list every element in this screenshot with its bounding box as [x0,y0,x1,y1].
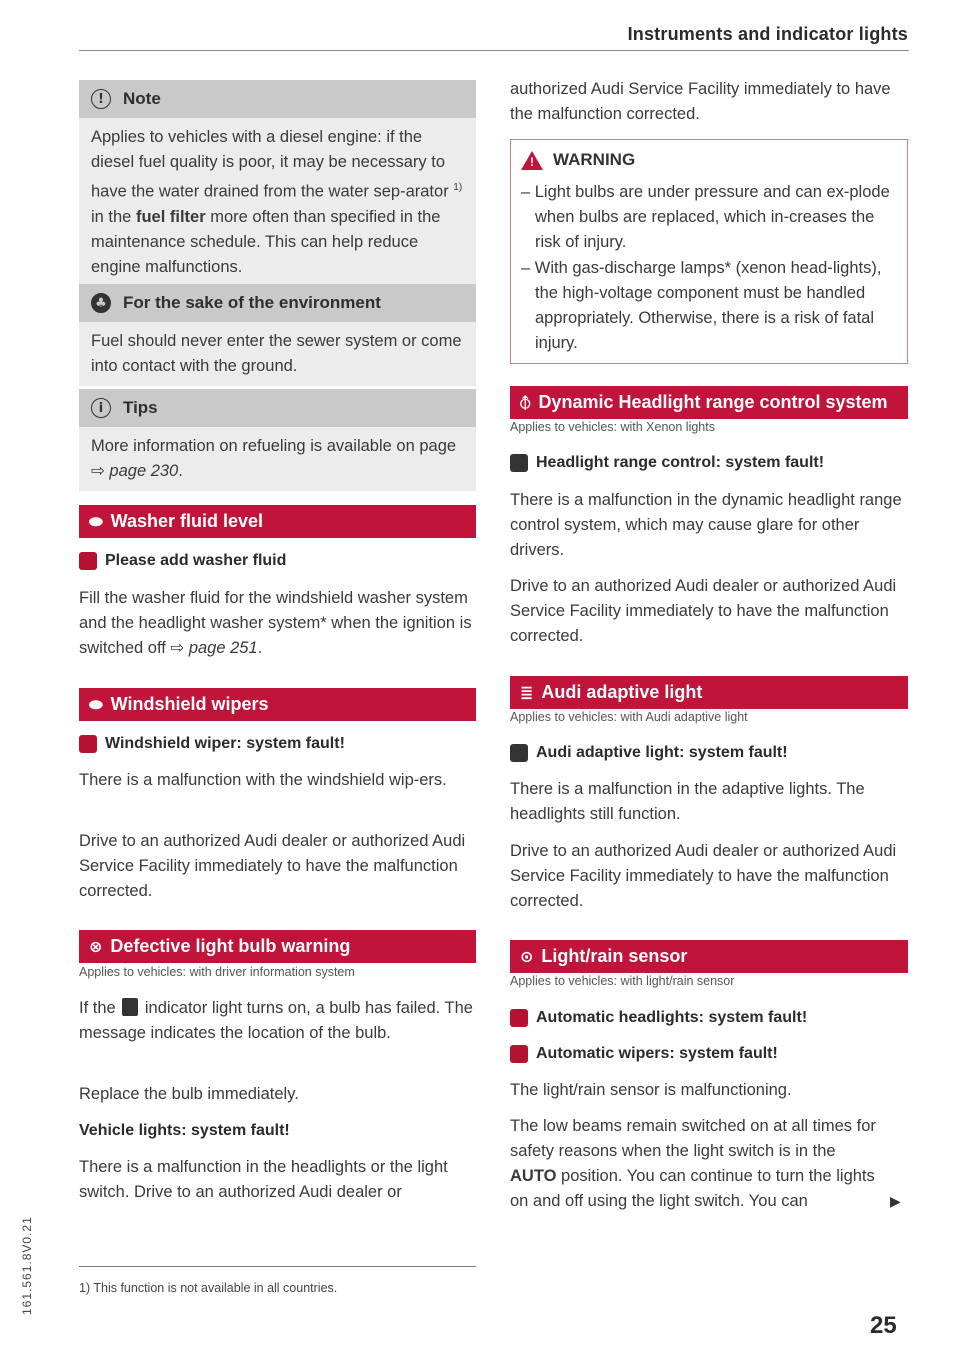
adaptive-heading [510,676,908,709]
bulb-warning-icon: ⊗ [89,937,103,956]
environment-body: Fuel should never enter the sewer system or come into contact with the ground. [79,322,476,386]
dynamic-text-1: There is a malfunction in the dynamic headlight range control system, which may cause glare for other drivers. [510,491,902,559]
bulb-indicator-icon [122,998,138,1016]
adaptive-applies: Applies to vehicles: with Audi adaptive light [510,710,748,724]
header-rule [79,50,909,51]
washer-text-end: . [257,639,263,657]
bulb-text-2: Replace the bulb immediately. [79,1085,299,1103]
environment-title: For the sake of the environment [123,293,381,312]
adaptive-text-1: There is a malfunction in the adaptive lights. The headlights still function. [510,780,865,823]
wipers-title: Windshield wipers [110,694,269,714]
note-box [79,80,476,287]
adaptive-title: Audi adaptive light [541,682,703,702]
auto-headlights-indicator-icon [510,1009,528,1027]
auto-headlights-subheading [510,1009,807,1027]
note-title: Note [123,89,161,108]
bulb-text-1b: indicator light turns on, a bulb has failed. The message indicates the location of the bulb. [79,999,473,1042]
dynamic-subheading [510,454,824,472]
adaptive-sub-title: Audi adaptive light: system fault! [536,744,788,761]
note-body [79,118,476,287]
exclamation-icon: ! [91,89,111,109]
page-number: 25 [870,1312,897,1339]
note-text-c: more often than specified in the maintenance schedule. This can help reduce engine malfunctions. [91,207,441,276]
warning-triangle-icon: ! [521,151,543,170]
washer-subheading [79,552,286,570]
headlight-range-icon: ⦽ [520,392,531,412]
note-text: Applies to vehicles with a diesel engine: if the diesel fuel quality is poor, it may be necessary to have the water drained from the water sep-arator [91,128,454,201]
light-rain-sensor-icon: ⊙ [520,947,534,966]
lightrain-sub-title-2: Automatic wipers: system fault! [536,1045,778,1062]
washer-page-link[interactable]: ⇨ page 251 [170,639,258,657]
lightrain-title: Light/rain sensor [541,946,688,966]
wiper-icon: ⬬ [89,694,103,714]
wiper-indicator-icon [79,735,97,753]
dynamic-applies: Applies to vehicles: with Xenon lights [510,420,715,434]
bulb-text-1a: If the [79,999,121,1017]
running-head: Instruments and indicator lights [627,24,908,44]
adaptive-indicator-icon [510,744,528,762]
headlight-range-indicator-icon [510,454,528,472]
note-text-b: in the [91,207,136,226]
warning-header [511,140,907,180]
wipers-text-1: There is a malfunction with the windshield wip-ers. [79,771,447,789]
tips-text-end: . [178,462,183,480]
lightrain-sub-title-1: Automatic headlights: system fault! [536,1009,808,1026]
wipers-subheading [79,735,345,753]
auto-wipers-subheading [510,1045,778,1063]
warning-box [510,139,908,364]
warning-item-2: – With gas-discharge lamps* (xenon head-lights), the high-voltage component must be handled appropriately. Otherwise, there is a risk of fatal injury. [521,259,882,352]
environment-box [79,284,476,386]
adaptive-subheading [510,744,788,762]
wipers-heading [79,688,476,721]
washer-sub-title: Please add washer fluid [105,552,287,569]
lightrain-text-2 [510,1114,886,1214]
note-header [79,80,476,118]
bulb-applies: Applies to vehicles: with driver information system [79,965,355,979]
bulb-title: Defective light bulb warning [110,936,351,956]
info-icon: i [91,398,111,418]
lightrain-auto-bold: AUTO [510,1167,557,1185]
bulb-text-3: There is a malfunction in the headlights or the light switch. Drive to an authorized Audi dealer or [79,1158,448,1201]
warning-item-1: – Light bulbs are under pressure and can ex-plode when bulbs are replaced, which in-creases the risk of injury. [521,183,890,251]
tips-header [79,389,476,427]
bulb-text-1 [79,996,476,1046]
tips-body [79,427,476,491]
tips-page-link[interactable]: ⇨ page 230 [91,462,179,480]
footnote-ref: 1) [453,182,463,193]
footnote-rule [79,1266,476,1267]
washer-text [79,586,476,661]
lightrain-text-2b: position. You can continue to turn the lights on and off using the light switch. You can [510,1167,875,1210]
lightrain-text-2a: The low beams remain switched on at all times for safety reasons when the light switch is in the [510,1117,876,1160]
adaptive-light-icon: ≣ [520,683,534,702]
environment-icon: ♣ [91,293,111,313]
adaptive-text-2: Drive to an authorized Audi dealer or authorized Audi Service Facility immediately to have the malfunction corrected. [510,842,897,910]
document-code: 161.561.8V0.21 [20,1216,34,1315]
dynamic-text-2: Drive to an authorized Audi dealer or authorized Audi Service Facility immediately to have the malfunction corrected. [510,577,897,645]
lightrain-heading [510,940,908,973]
right-intro-text: authorized Audi Service Facility immediately to have the malfunction corrected. [510,80,891,123]
footnote: 1) This function is not available in all countries. [79,1281,338,1295]
washer-title: Washer fluid level [110,511,264,531]
washer-text-a: Fill the washer fluid for the windshield washer system and the headlight washer system* when the ignition is switched off [79,589,472,657]
bulb-heading [79,930,476,963]
environment-header [79,284,476,322]
dynamic-sub-title: Headlight range control: system fault! [536,454,825,471]
vehicle-lights-subheading: Vehicle lights: system fault! [79,1122,290,1139]
wipers-sub-title: Windshield wiper: system fault! [105,735,345,752]
tips-box [79,389,476,491]
washer-heading [79,505,476,538]
lightrain-text-1: The light/rain sensor is malfunctioning. [510,1081,792,1099]
wipers-text-2: Drive to an authorized Audi dealer or authorized Audi Service Facility immediately to have the malfunction corrected. [79,832,466,900]
lightrain-applies: Applies to vehicles: with light/rain sensor [510,974,735,988]
dynamic-title: Dynamic Headlight range control system [538,392,888,412]
tips-text: More information on refueling is available on page [91,437,457,455]
tips-title: Tips [123,398,158,417]
note-bold: fuel filter [135,207,206,226]
warning-body [511,180,907,363]
washer-icon: ⬬ [89,511,103,531]
washer-indicator-icon [79,552,97,570]
dynamic-heading [510,386,908,419]
continue-arrow-icon: ▶ [890,1194,901,1210]
warning-title: WARNING [553,150,636,169]
auto-wipers-indicator-icon [510,1045,528,1063]
